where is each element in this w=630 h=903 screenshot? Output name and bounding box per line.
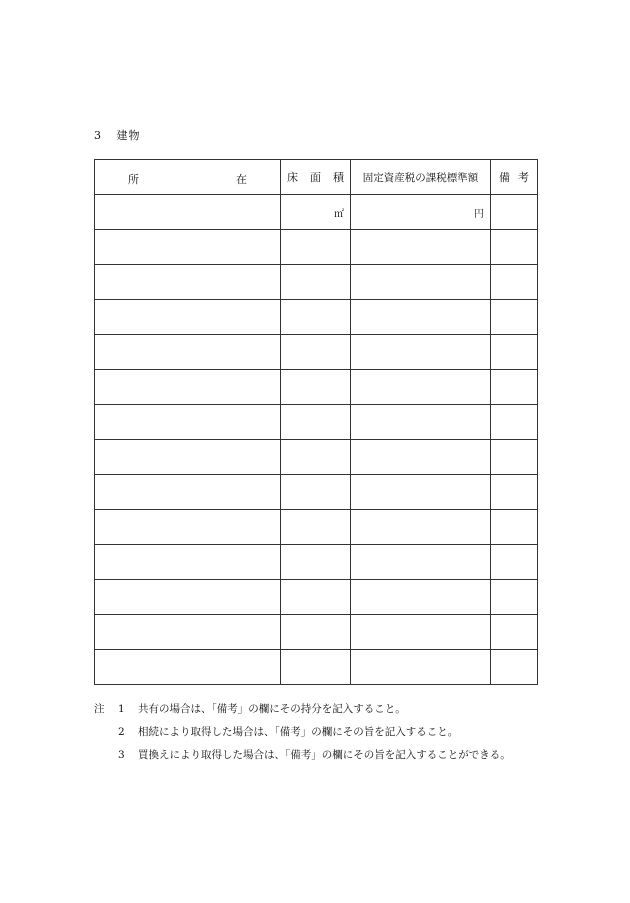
- header-floor-area: 床面積: [281, 160, 351, 195]
- location-cell[interactable]: [95, 195, 281, 230]
- building-table: [94, 159, 538, 685]
- tax-value-cell[interactable]: [351, 440, 491, 475]
- note-text: 買換えにより取得した場合は、「備考」の欄にその旨を記入することができる。: [138, 749, 511, 761]
- header-location-left: 所: [128, 173, 139, 186]
- tax-value-cell[interactable]: [351, 370, 491, 405]
- table-row: [95, 580, 538, 615]
- header-location-right: 在: [236, 173, 247, 186]
- floor-area-cell[interactable]: [281, 475, 351, 510]
- section-number: 3: [94, 129, 102, 142]
- remarks-cell[interactable]: [491, 475, 538, 510]
- notes: [94, 698, 511, 767]
- floor-area-cell[interactable]: [281, 650, 351, 685]
- header-remarks: 備考: [491, 160, 538, 195]
- floor-area-cell[interactable]: [281, 195, 351, 230]
- location-cell[interactable]: [95, 335, 281, 370]
- floor-area-cell[interactable]: [281, 265, 351, 300]
- table-row: [95, 300, 538, 335]
- table-row: [95, 335, 538, 370]
- location-cell[interactable]: [95, 580, 281, 615]
- location-cell[interactable]: [95, 475, 281, 510]
- floor-area-cell[interactable]: [281, 545, 351, 580]
- note-item: [94, 698, 511, 721]
- remarks-cell[interactable]: [491, 650, 538, 685]
- note-number: 3: [118, 749, 125, 761]
- note-item: [94, 744, 511, 767]
- location-cell[interactable]: [95, 510, 281, 545]
- tax-value-cell[interactable]: [351, 580, 491, 615]
- floor-area-cell[interactable]: [281, 440, 351, 475]
- remarks-cell[interactable]: [491, 405, 538, 440]
- table-row: [95, 195, 538, 230]
- location-cell[interactable]: [95, 440, 281, 475]
- tax-value-cell[interactable]: [351, 195, 491, 230]
- table-row: [95, 230, 538, 265]
- remarks-cell[interactable]: [491, 230, 538, 265]
- floor-area-cell[interactable]: [281, 615, 351, 650]
- remarks-cell[interactable]: [491, 265, 538, 300]
- floor-area-cell[interactable]: [281, 510, 351, 545]
- remarks-cell[interactable]: [491, 300, 538, 335]
- floor-area-cell[interactable]: [281, 230, 351, 265]
- tax-value-cell[interactable]: [351, 405, 491, 440]
- tax-value-cell[interactable]: [351, 545, 491, 580]
- location-cell[interactable]: [95, 615, 281, 650]
- note-number: 2: [118, 726, 125, 738]
- table-row: [95, 405, 538, 440]
- location-cell[interactable]: [95, 265, 281, 300]
- tax-value-cell[interactable]: [351, 475, 491, 510]
- floor-area-cell[interactable]: [281, 370, 351, 405]
- table-row: [95, 265, 538, 300]
- section-title: [94, 127, 141, 143]
- table-row: [95, 475, 538, 510]
- tax-value-cell[interactable]: [351, 335, 491, 370]
- table-row: [95, 650, 538, 685]
- table-row: [95, 510, 538, 545]
- table-header-row: [95, 160, 538, 195]
- tax-value-cell[interactable]: [351, 230, 491, 265]
- remarks-cell[interactable]: [491, 615, 538, 650]
- floor-area-cell[interactable]: [281, 405, 351, 440]
- floor-area-cell[interactable]: [281, 335, 351, 370]
- tax-value-cell[interactable]: [351, 650, 491, 685]
- floor-area-cell[interactable]: [281, 300, 351, 335]
- tax-value-cell[interactable]: [351, 615, 491, 650]
- section-heading: 建物: [116, 129, 141, 142]
- location-cell[interactable]: [95, 300, 281, 335]
- location-cell[interactable]: [95, 650, 281, 685]
- remarks-cell[interactable]: [491, 545, 538, 580]
- tax-value-cell[interactable]: [351, 300, 491, 335]
- unit-sqm: ㎡: [334, 208, 344, 220]
- note-text: 共有の場合は、「備考」の欄にその持分を記入すること。: [138, 703, 406, 715]
- tax-value-cell[interactable]: [351, 265, 491, 300]
- remarks-cell[interactable]: [491, 440, 538, 475]
- location-cell[interactable]: [95, 230, 281, 265]
- table-row: [95, 545, 538, 580]
- header-tax-value: 固定資産税の課税標準額: [351, 160, 491, 195]
- note-text: 相続により取得した場合は、「備考」の欄にその旨を記入すること。: [138, 726, 459, 738]
- remarks-cell[interactable]: [491, 370, 538, 405]
- location-cell[interactable]: [95, 405, 281, 440]
- table-row: [95, 615, 538, 650]
- location-cell[interactable]: [95, 370, 281, 405]
- tax-value-cell[interactable]: [351, 510, 491, 545]
- location-cell[interactable]: [95, 545, 281, 580]
- floor-area-cell[interactable]: [281, 580, 351, 615]
- note-number: 1: [118, 703, 125, 715]
- notes-lead: 注: [94, 703, 105, 715]
- table-row: [95, 370, 538, 405]
- table-row: [95, 440, 538, 475]
- unit-yen: 円: [474, 208, 484, 220]
- remarks-cell[interactable]: [491, 195, 538, 230]
- header-location: [95, 160, 281, 195]
- note-item: [94, 721, 511, 744]
- remarks-cell[interactable]: [491, 335, 538, 370]
- remarks-cell[interactable]: [491, 580, 538, 615]
- remarks-cell[interactable]: [491, 510, 538, 545]
